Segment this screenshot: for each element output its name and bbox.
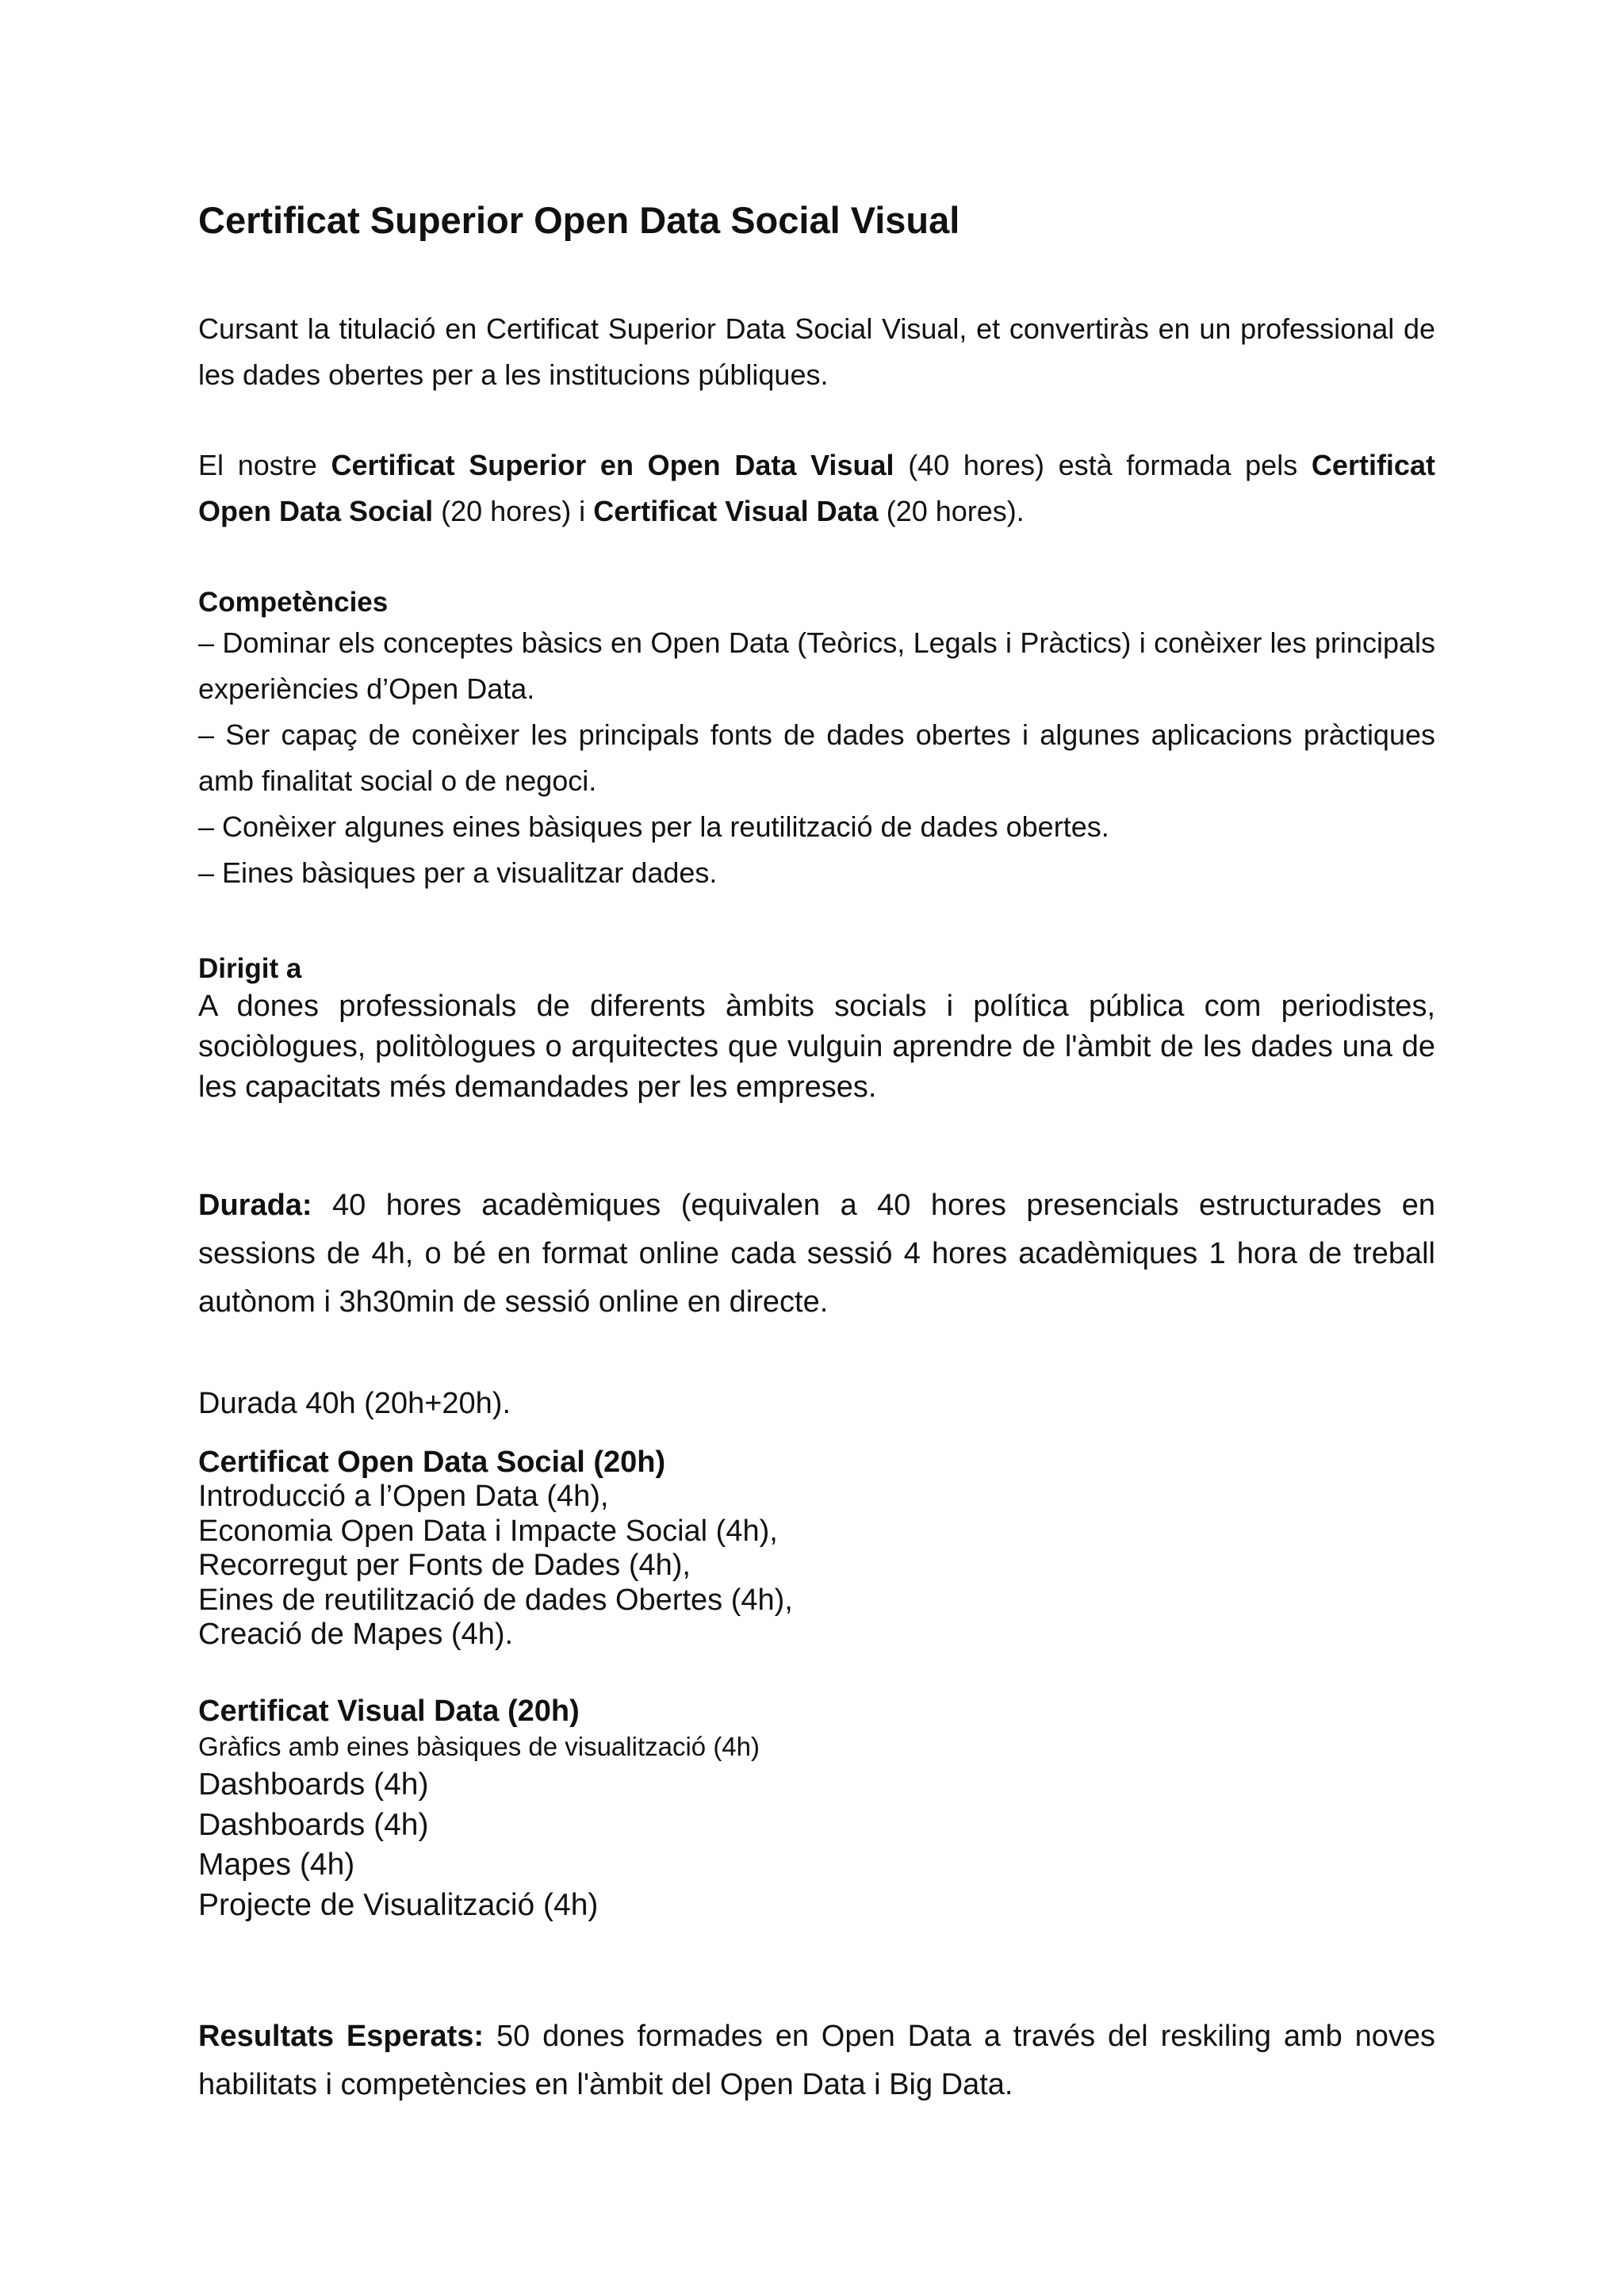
competencies-section bbox=[198, 585, 1435, 896]
list-item: Dashboards (4h) bbox=[198, 1807, 429, 1842]
list-item: Projecte de Visualització (4h) bbox=[198, 1887, 599, 1922]
list-item: Introducció a l’Open Data (4h), bbox=[198, 1480, 609, 1513]
composition-bold-superior: Certificat Superior en Open Data Visual bbox=[331, 449, 894, 481]
competency-item: – Eines bàsiques per a visualitzar dades. bbox=[198, 856, 718, 889]
competency-item: – Dominar els conceptes bàsics en Open Data (Teòrics, Legals i Pràctics) i conèixer les principals experiències d’Open Data. bbox=[198, 626, 1435, 705]
results-paragraph bbox=[198, 2013, 1435, 2109]
list-item: Dashboards (4h) bbox=[198, 1767, 429, 1802]
duration-paragraph bbox=[198, 1181, 1435, 1327]
duration-text: 40 hores acadèmiques (equivalen a 40 hores presencials estructurades en sessions de 4h, o bé en format online cada sessió 4 hores acadèmiques 1 hora de treball autònom i 3h30min de sessió online en directe. bbox=[198, 1189, 1435, 1319]
visual-course-heading: Certificat Visual Data (20h) bbox=[198, 1695, 580, 1728]
list-item: Eines de reutilització de dades Obertes (4h), bbox=[198, 1583, 793, 1617]
results-label: Resultats Esperats: bbox=[198, 2020, 485, 2053]
list-item: Mapes (4h) bbox=[198, 1848, 355, 1882]
document-title: Certificat Superior Open Data Social Visual bbox=[198, 199, 960, 241]
duration-label: Durada: bbox=[198, 1189, 312, 1222]
composition-text-3: (20 hores) i bbox=[441, 495, 586, 527]
competency-item: – Ser capaç de conèixer les principals fonts de dades obertes i algunes aplicacions pràctiques amb finalitat social o de negoci. bbox=[198, 718, 1435, 797]
list-item: Gràfics amb eines bàsiques de visualització (4h) bbox=[198, 1732, 760, 1761]
list-item: Recorregut per Fonts de Dades (4h), bbox=[198, 1549, 691, 1582]
intro-paragraph: Cursant la titulació en Certificat Superior Data Social Visual, et convertiràs en un professional de les dades obertes per a les institucions públiques. bbox=[198, 312, 1435, 391]
duration-summary: Durada 40h (20h+20h). bbox=[198, 1387, 511, 1420]
target-section bbox=[198, 952, 1435, 1108]
composition-text-4: (20 hores). bbox=[886, 495, 1025, 527]
composition-text-2: (40 hores) està formada pels bbox=[908, 449, 1298, 481]
target-text: A dones professionals de diferents àmbits socials i política pública com periodistes, sociòlogues, politòlogues o arquitectes que vulguin aprendre de l'àmbit de les dades una de les capacitats més demandades per les empreses. bbox=[198, 990, 1435, 1104]
competency-item: – Conèixer algunes eines bàsiques per la reutilització de dades obertes. bbox=[198, 810, 1109, 843]
list-item: Economia Open Data i Impacte Social (4h), bbox=[198, 1514, 778, 1548]
composition-text-1: El nostre bbox=[198, 449, 317, 481]
social-course-section bbox=[198, 1445, 1435, 1653]
social-course-heading: Certificat Open Data Social (20h) bbox=[198, 1446, 666, 1479]
target-heading: Dirigit a bbox=[198, 953, 302, 984]
composition-bold-social: Certificat Open Data Social bbox=[198, 449, 1435, 527]
competencies-heading: Competències bbox=[198, 587, 389, 618]
composition-paragraph bbox=[198, 442, 1435, 534]
list-item: Creació de Mapes (4h). bbox=[198, 1618, 514, 1651]
visual-course-section bbox=[198, 1694, 1435, 1925]
composition-bold-visual: Certificat Visual Data bbox=[593, 495, 879, 527]
social-course-list bbox=[198, 1480, 1435, 1653]
visual-course-list bbox=[198, 1729, 1435, 1925]
results-text: 50 dones formades en Open Data a través del reskiling amb noves habilitats i competències en l'àmbit del Open Data i Big Data. bbox=[198, 2020, 1435, 2101]
